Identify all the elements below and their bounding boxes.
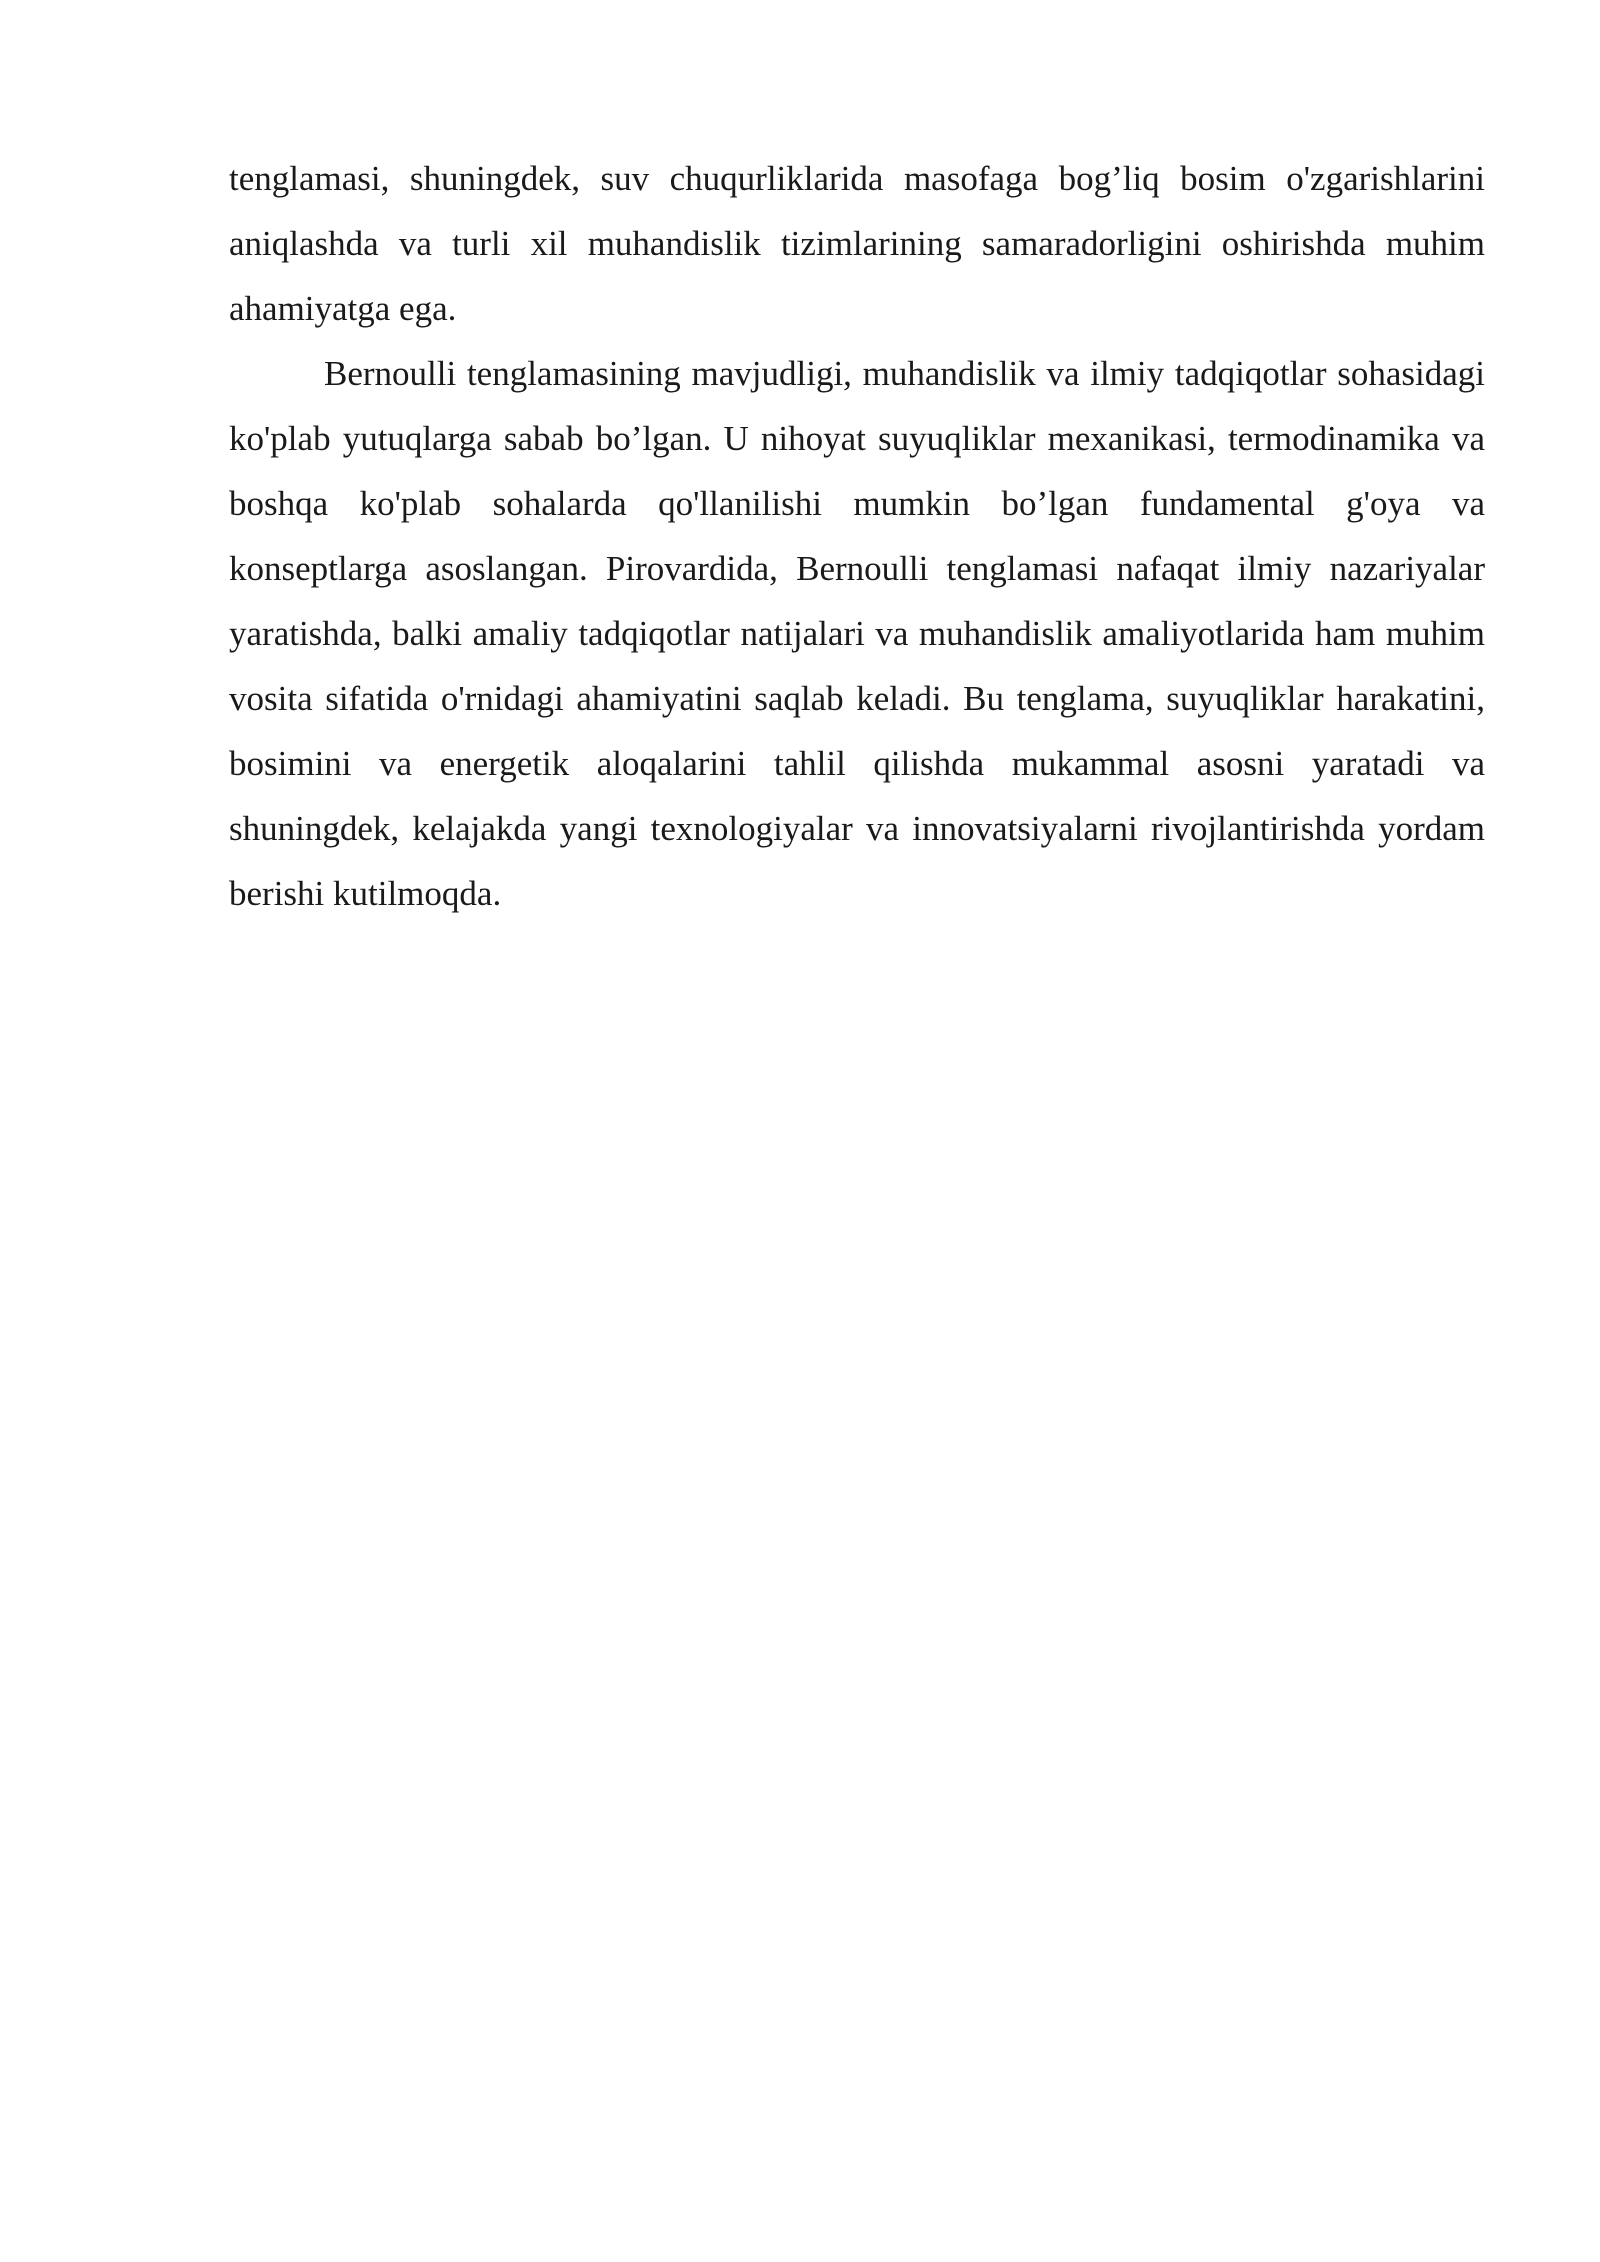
- paragraph-bernoulli: Bernoulli tenglamasining mavjudligi, muhandislik va ilmiy tadqiqotlar sohasidagi ko'plab yutuqlarga sabab bo’lgan. U nihoyat suyuqliklar mexanikasi, termodinamika va boshqa ko'plab sohalarda qo'llanilishi mumkin bo’lgan fundamental g'oya va konseptlarga asoslangan. Pirovardida, Bernoulli tenglamasi nafaqat ilmiy nazariyalar yaratishda, balki amaliy tadqiqotlar natijalari va muhandislik amaliyotlarida ham muhim vosita sifatida o'rnidagi ahamiyatini saqlab keladi. Bu tenglama, suyuqliklar harakatini, bosimini va energetik aloqalarini tahlil qilishda mukammal asosni yaratadi va shuningdek, kelajakda yangi texnologiyalar va innovatsiyalarni rivojlantirishda yordam berishi kutilmoqda.: [229, 354, 1485, 913]
- paragraph-continuation: tenglamasi, shuningdek, suv chuqurliklarida masofaga bog’liq bosim o'zgarishlarini aniqlashda va turli xil muhandislik tizimlarining samaradorligini oshirishda muhim ahamiyatga ega.: [229, 159, 1485, 328]
- document-body: [229, 146, 1485, 926]
